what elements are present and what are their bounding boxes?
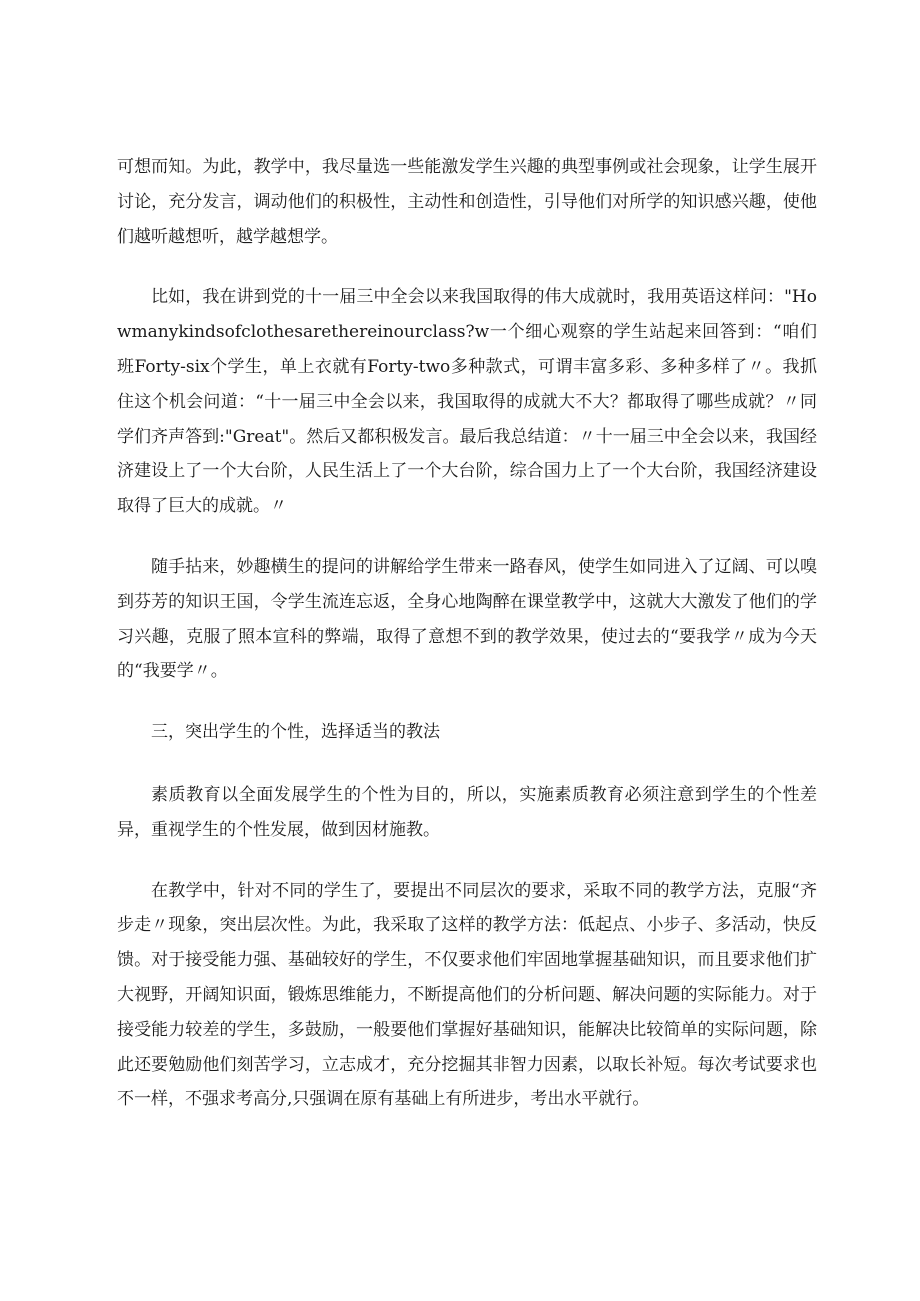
- document-page: [117, 150, 817, 1143]
- paragraph-effect: 随手拈来，妙趣横生的提问的讲解给学生带来一路春风，使学生如同进入了辽阔、可以嗅到芬芳的知识王国，令学生流连忘返，全身心地陶醉在课堂教学中，这就大大激发了他们的学习兴趣，克服了照本宣科的弊端，取得了意想不到的教学效果，使过去的“要我学〃成为今天的“我要学〃。: [117, 556, 817, 682]
- paragraph-quality-education: 素质教育以全面发展学生的个性为目的，所以，实施素质教育必须注意到学生的个性差异，重视学生的个性发展，做到因材施教。: [117, 784, 817, 840]
- paragraph-teaching-method: 在教学中，针对不同的学生了，要提出不同层次的要求，采取不同的教学方法，克服“齐步走〃现象，突出层次性。为此，我采取了这样的教学方法：低起点、小步子、多活动，快反馈。对于接受能力强、基础较好的学生，不仅要求他们牢固地掌握基础知识，而且要求他们扩大视野，开阔知识面，锻炼思维能力，不断提高他们的分析问题、解决问题的实际能力。对于接受能力较差的学生，多鼓励，一般要他们掌握好基础知识，能解决比较简单的实际问题，除此还要勉励他们刻苦学习，立志成才，充分挖掘其非智力因素，以取长补短。每次考试要求也不一样，不强求考高分,只强调在原有基础上有所进步，考出水平就行。: [117, 880, 817, 1110]
- paragraph-example: 比如，我在讲到党的十一届三中全会以来我国取得的伟大成就时，我用英语这样问："Howmanykindsofclothesarethereinourclass?w一个细心观察的学生站起来回答到：“咱们班Forty-six个学生，单上衣就有Forty-two多种款式，可谓丰富多彩、多种多样了〃。我抓住这个机会问道：“十一届三中全会以来，我国取得的成就大不大？都取得了哪些成就？〃同学们齐声答到:"Great"。然后又都积极发言。最后我总结道：〃十一届三中全会以来，我国经济建设上了一个大台阶，人民生活上了一个大台阶，综合国力上了一个大台阶，我国经济建设取得了巨大的成就。〃: [117, 287, 817, 517]
- paragraph-continuation: 可想而知。为此，教学中，我尽量选一些能激发学生兴趣的典型事例或社会现象，让学生展开讨论，充分发言，调动他们的积极性，主动性和创造性，引导他们对所学的知识感兴趣，使他们越听越想听，越学越想学。: [117, 157, 817, 247]
- section-heading: 三，突出学生的个性，选择适当的教法: [151, 722, 440, 743]
